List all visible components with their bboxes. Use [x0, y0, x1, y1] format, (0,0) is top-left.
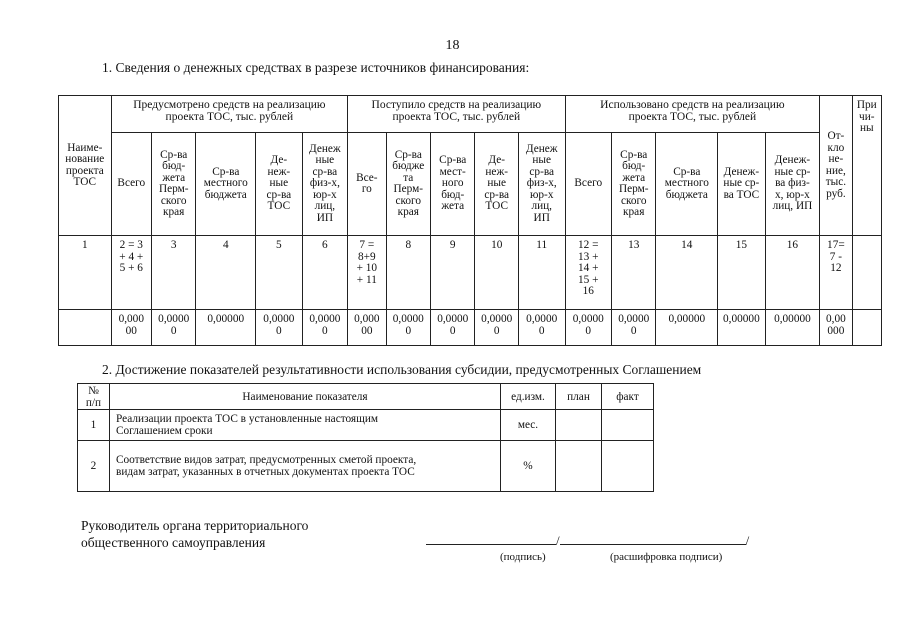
indicators-table	[77, 383, 654, 492]
numbering-cell: 16	[765, 236, 820, 310]
numbering-cell: 2 = 3 + 4 + 5 + 6	[111, 236, 151, 310]
planned-col-total: Всего	[111, 133, 151, 236]
row-plan	[556, 410, 602, 441]
table-row	[78, 410, 654, 441]
planned-col-local: Ср-ва местного бюджета	[196, 133, 256, 236]
signature-decode-line	[560, 532, 746, 545]
header-fact: факт	[602, 384, 654, 410]
received-col-tos: Де- неж- ные ср-ва ТОС	[475, 133, 518, 236]
signature-caption: (подпись)	[500, 551, 546, 563]
col-reasons-header: При чи- ны	[852, 96, 881, 236]
header-plan: план	[556, 384, 602, 410]
used-col-tos: Денеж- ные ср- ва ТОС	[718, 133, 766, 236]
used-col-total: Всего	[565, 133, 612, 236]
numbering-cell: 8	[386, 236, 430, 310]
row-unit: %	[501, 441, 556, 492]
value-cell: 0,00000	[718, 310, 766, 346]
signature-decode-caption: (расшифровка подписи)	[610, 551, 723, 563]
table-row	[78, 441, 654, 492]
signature-lines: / /	[426, 532, 749, 549]
table-header-row-groups	[59, 96, 882, 133]
value-cell: 0,00000	[656, 310, 718, 346]
row-name: Соответствие видов затрат, предусмотренных сметой проекта, видам затрат, указанных в отчетных документах проекта ТОС	[110, 441, 501, 492]
header-unit: ед.изм.	[501, 384, 556, 410]
value-cell: 0,0000 0	[386, 310, 430, 346]
row-unit: мес.	[501, 410, 556, 441]
page-number: 18	[445, 38, 460, 53]
column-numbering-row	[59, 236, 882, 310]
value-cell: 0,0000 0	[151, 310, 195, 346]
received-col-total: Все- го	[348, 133, 386, 236]
numbering-cell: 9	[431, 236, 475, 310]
received-col-private: Денеж ные ср-ва физ-х, юр-х лиц, ИП	[518, 133, 565, 236]
numbering-cell: 7 = 8+9 + 10 + 11	[348, 236, 386, 310]
value-cell: 0,0000 0	[612, 310, 656, 346]
numbering-cell: 14	[656, 236, 718, 310]
value-cell: 0,0000 0	[302, 310, 348, 346]
numbering-cell: 17= 7 - 12	[820, 236, 852, 310]
value-cell: 0,0000 0	[431, 310, 475, 346]
used-col-local: Ср-ва местного бюджета	[656, 133, 718, 236]
value-cell	[59, 310, 112, 346]
planned-col-regional: Ср-ва бюд- жета Перм- ского края	[151, 133, 195, 236]
value-cell	[852, 310, 881, 346]
funding-sources-table	[58, 95, 882, 346]
numbering-cell: 12 = 13 + 14 + 15 + 16	[565, 236, 612, 310]
numbering-cell: 5	[256, 236, 303, 310]
indicators-header-row	[78, 384, 654, 410]
value-cell: 0,000 00	[111, 310, 151, 346]
section-1-title: 1. Сведения о денежных средствах в разрезе источников финансирования:	[102, 60, 530, 75]
value-cell: 0,00000	[765, 310, 820, 346]
value-cell: 0,0000 0	[475, 310, 518, 346]
numbering-cell: 13	[612, 236, 656, 310]
table-header-row-columns	[59, 133, 882, 236]
header-num: № п/п	[78, 384, 110, 410]
numbering-cell: 10	[475, 236, 518, 310]
row-num: 1	[78, 410, 110, 441]
values-row	[59, 310, 882, 346]
received-col-local: Ср-ва мест- ного бюд- жета	[431, 133, 475, 236]
numbering-cell: 1	[59, 236, 112, 310]
row-plan	[556, 441, 602, 492]
planned-col-private: Денеж ные ср-ва физ-х, юр-х лиц, ИП	[302, 133, 348, 236]
received-col-regional: Ср-ва бюдже та Перм- ского края	[386, 133, 430, 236]
group-used-header: Использовано средств на реализацию проекта ТОС, тыс. рублей	[565, 96, 820, 133]
numbering-cell: 15	[718, 236, 766, 310]
header-name: Наименование показателя	[110, 384, 501, 410]
value-cell: 0,0000 0	[256, 310, 303, 346]
numbering-cell: 3	[151, 236, 195, 310]
numbering-cell	[852, 236, 881, 310]
col-deviation-header: От- кло не- ние, тыс. руб.	[820, 96, 852, 236]
value-cell: 0,0000 0	[565, 310, 612, 346]
row-fact	[602, 410, 654, 441]
row-name: Реализации проекта ТОС в установленные настоящим Соглашением сроки	[110, 410, 501, 441]
section-2-title: 2. Достижение показателей результативности использования субсидии, предусмотренных Соглашением	[102, 362, 702, 377]
numbering-cell: 4	[196, 236, 256, 310]
group-received-header: Поступило средств на реализацию проекта ТОС, тыс. рублей	[348, 96, 565, 133]
numbering-cell: 6	[302, 236, 348, 310]
planned-col-tos: Де- неж- ные ср-ва ТОС	[256, 133, 303, 236]
numbering-cell: 11	[518, 236, 565, 310]
value-cell: 0,0000 0	[518, 310, 565, 346]
value-cell: 0,00000	[196, 310, 256, 346]
value-cell: 0,000 00	[348, 310, 386, 346]
signature-line	[426, 532, 556, 545]
row-num: 2	[78, 441, 110, 492]
used-col-regional: Ср-ва бюд- жета Перм- ского края	[612, 133, 656, 236]
signatory-role: Руководитель органа территориального общественного самоуправления	[81, 518, 309, 550]
col-project-name-header: Наиме- нование проекта ТОС	[59, 96, 112, 236]
row-fact	[602, 441, 654, 492]
used-col-private: Денеж- ные ср- ва физ- х, юр-х лиц, ИП	[765, 133, 820, 236]
value-cell: 0,00 000	[820, 310, 852, 346]
group-planned-header: Предусмотрено средств на реализацию проекта ТОС, тыс. рублей	[111, 96, 348, 133]
